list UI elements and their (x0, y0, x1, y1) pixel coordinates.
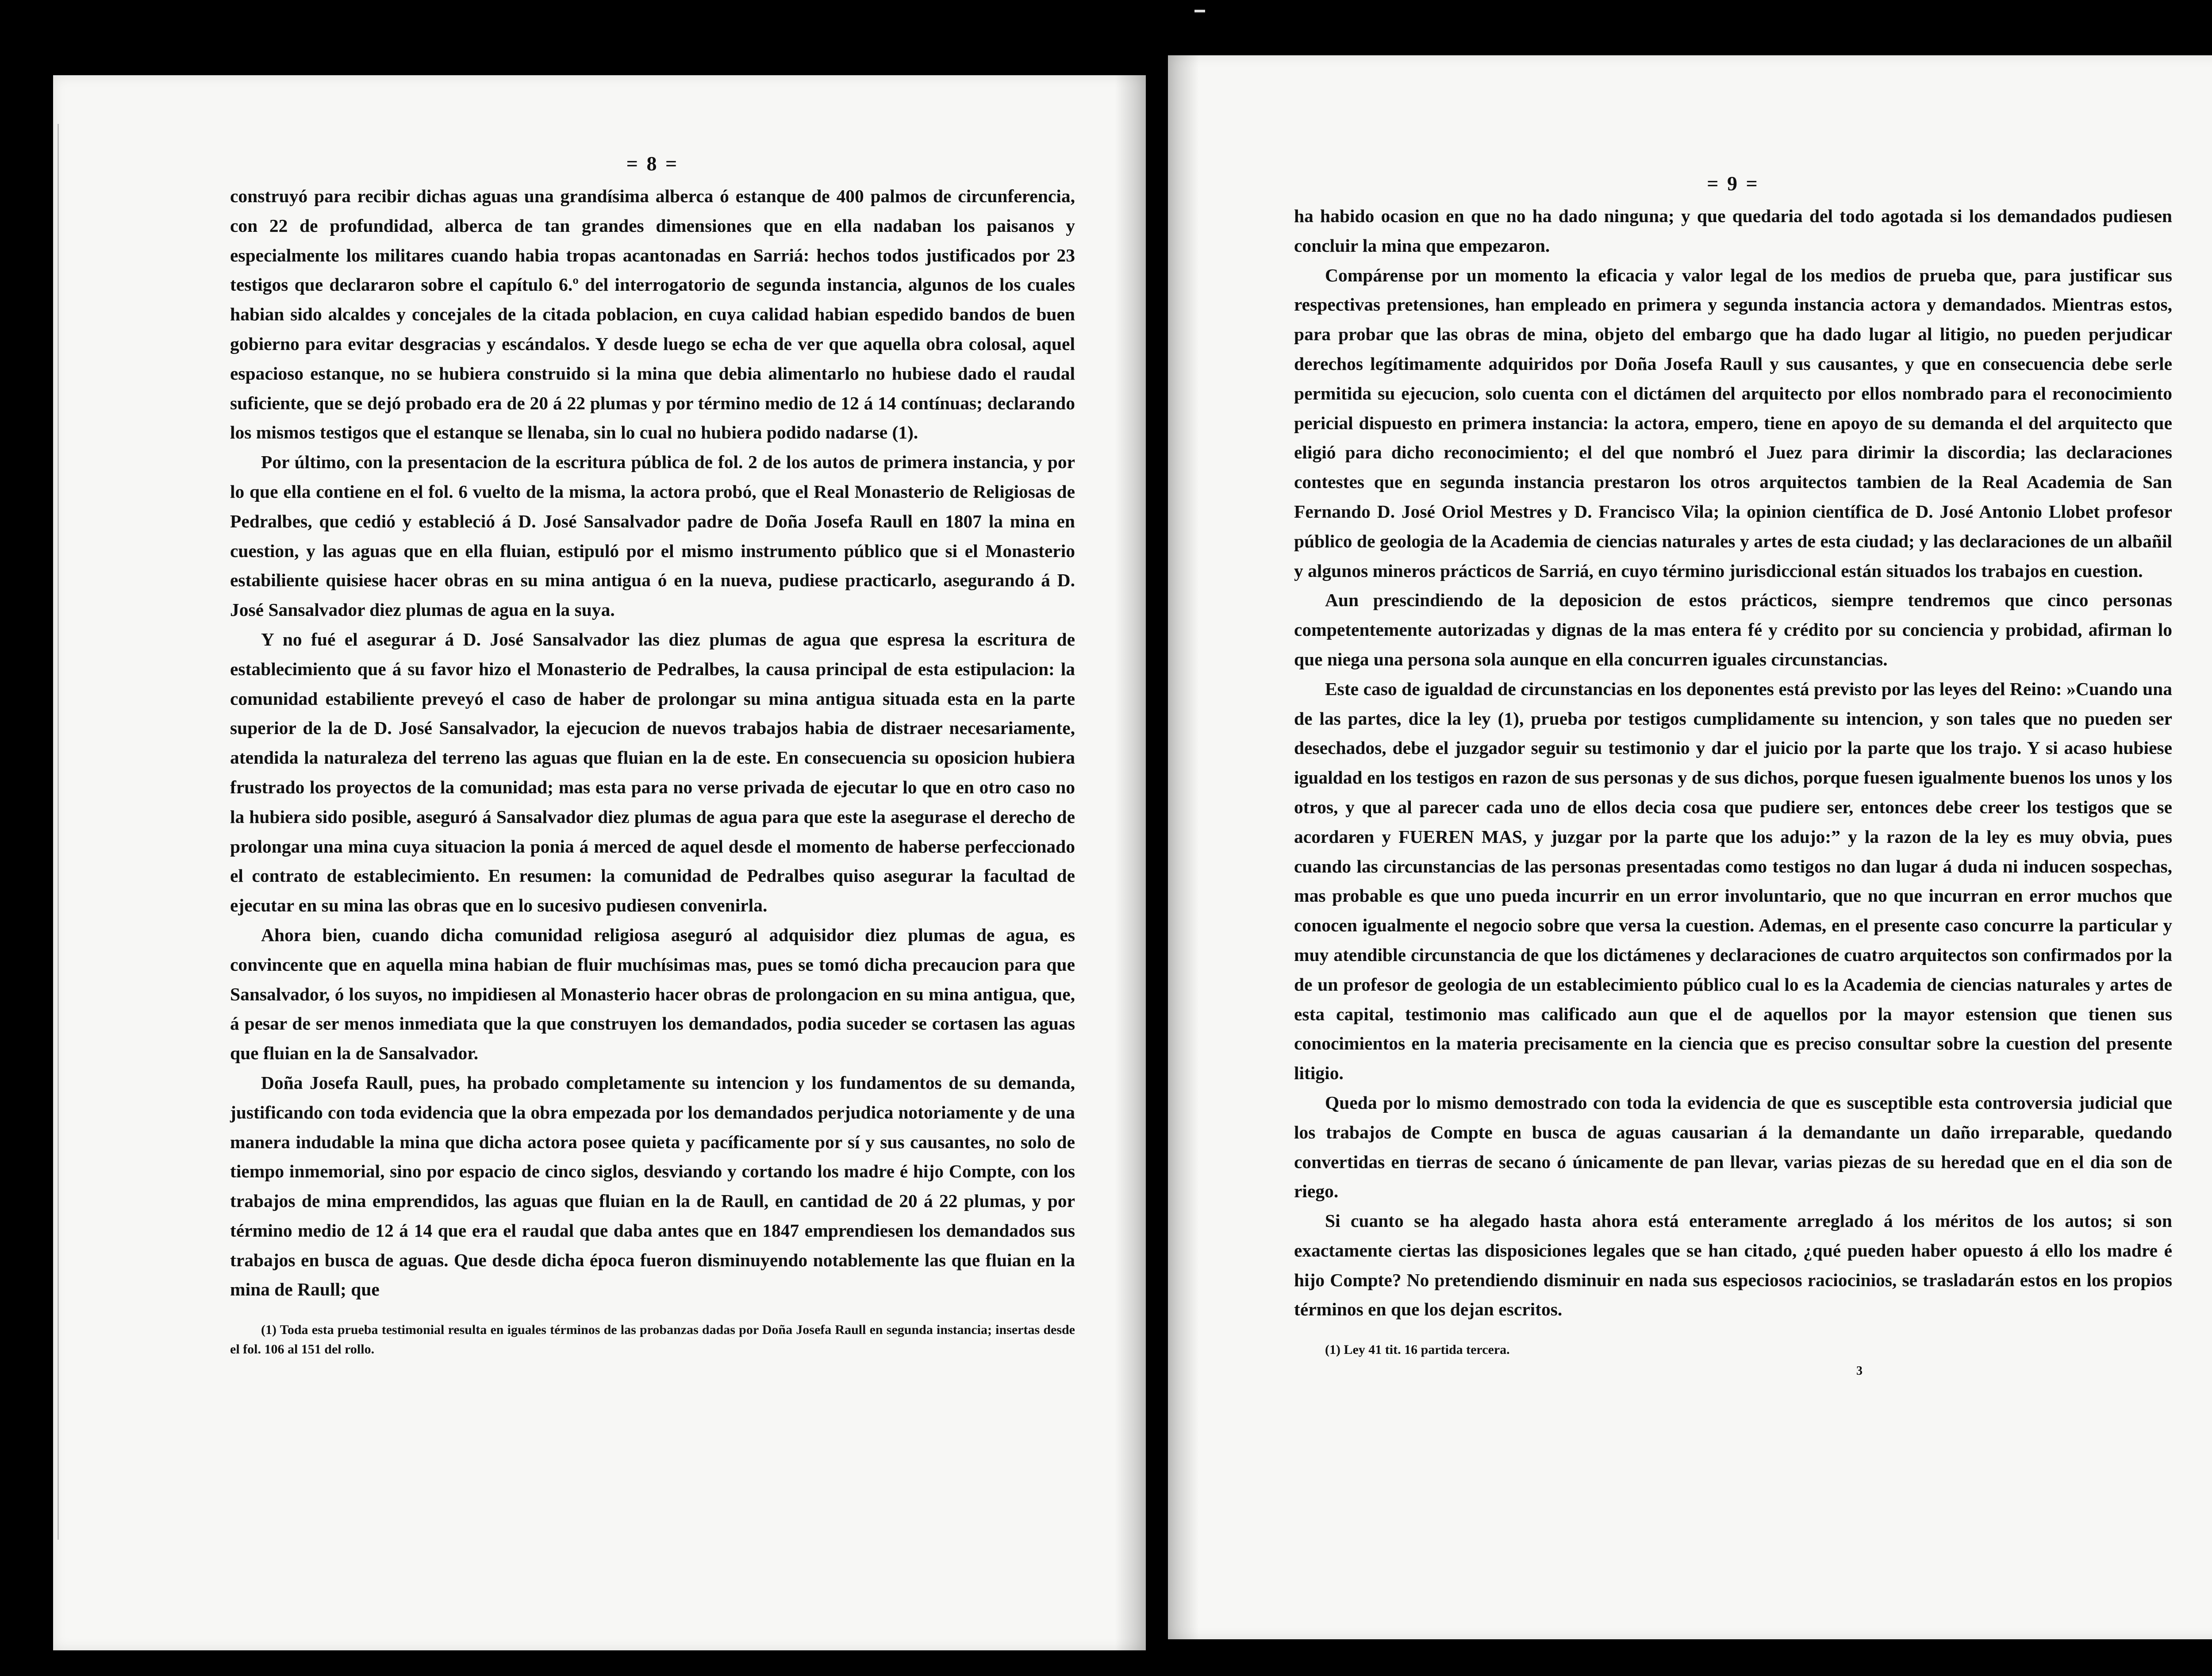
paragraph: Este caso de igualdad de circunstancias en los deponentes está previsto por las leyes del Reino: »Cuando una de las partes, dice la ley (1), prueba por testigos cumplidamente su intencion, y son tales que no pueden ser desechados, debe el juzgador seguir su testimonio y dar el juicio por la parte que los trajo. Y si acaso hubiese igualdad en los testigos en razon de sus personas y de sus dichos, porque fuesen igualmente buenos los unos y los otros, y que al parecer cada uno de ellos decia cosa que pudiere ser, entonces debe creer los testigos que se acordaren y FUEREN MAS, y juzgar por la parte que los adujo:” y la razon de la ley es muy obvia, pues cuando las circunstancias de las personas presentadas como testigos no dan lugar á duda ni inducen sospechas, mas probable es que uno pueda incurrir en un error involuntario, que no que incurran en error muchos que conocen igualmente el negocio sobre que versa la cuestion. Ademas, en el presente caso concurre la particular y muy atendible circunstancia de que los dictámenes y declaraciones de cuatro arquitectos son confirmados por la de un profesor de geologia de un establecimiento público cual lo es la Academia de ciencias naturales y artes de esta capital, testimonio mas calificado aun que el de aquellos por la mayor estension que tienen sus conocimientos en la materia precisamente en la ciencia que es preciso consultar sobre la cuestion del presente litigio. (1294, 678, 2172, 1084)
right-text-block (1294, 170, 2172, 1378)
paragraph: Doña Josefa Raull, pues, ha probado completamente su intencion y los fundamentos de su demanda, justificando con toda evidencia que la obra empezada por los demandados perjudica notoriamente y de una manera indudable la mina que dicha actora posee quieta y pacíficamente por sí y sus causantes, no solo de tiempo inmemorial, sino por espacio de cinco siglos, desviando y cortando los madre é hijo Compte, con los trabajos de mina emprendidos, las aguas que fluian en la de Raull, en cantidad de 20 á 22 plumas, y por término medio de 12 á 14 que era el raudal que daba antes que en 1847 emprendiesen los demandados sus trabajos en busca de aguas. Que desde dicha época fueron disminuyendo notablemente las que fluian en la mina de Raull; que (230, 1072, 1075, 1300)
paragraph: Y no fué el asegurar á D. José Sansalvador las diez plumas de agua que espresa la escritura de establecimiento que á su favor hizo el Monasterio de Pedralbes, la causa principal de esta estipulacion: la comunidad estabiliente preveyó el caso de haber de prolongar su mina antigua situada esta en la parte superior de la de D. José Sansalvador, la ejecucion de nuevos trabajos habia de distraer necesariamente, atendida la naturaleza del terreno las aguas que fluian en la de este. En consecuencia su oposicion hubiera frustrado los proyectos de la comunidad; mas esta para no verse privada de ejecutar lo que en otro caso no la hubiera sido posible, aseguró á Sansalvador diez plumas de agua para que este la asegurase el derecho de prolongar una mina cuya situacion la ponia á merced de aquel desde el momento de haberse perfeccionado el contrato de establecimiento. En resumen: la comunidad de Pedralbes quiso asegurar la facultad de ejecutar en su mina las obras que en lo sucesivo pudiesen convenirla. (230, 629, 1075, 916)
paragraph: construyó para recibir dichas aguas una grandísima alberca ó estanque de 400 palmos de circunferencia, con 22 de profundidad, alberca de tan grandes dimensiones que en ella nadaban los paisanos y especialmente los militares cuando habia tropas acantonadas en Sarriá: hechos todos justificados por 23 testigos que declararon sobre el capítulo 6.º del interrogatorio de segunda instancia, algunos de los cuales habian sido alcaldes y concejales de la citada poblacion, en cuya calidad habian espedido bandos de buen gobierno para evitar desgracias y escándalos. Y desde luego se echa de ver que aquella obra colosal, aquel espacioso estanque, no se hubiera construido si la mina que debia alimentarlo no hubiese dado el raudal suficiente, que se dejó probado era de 20 á 22 plumas y por término medio de 12 á 14 contínuas; declarando los mismos testigos que el estanque se llenaba, sin lo cual no hubiera podido nadarse (1). (230, 186, 1075, 443)
footnote: (1) Toda esta prueba testimonial resulta en iguales términos de las probanzas dadas por Doña Josefa Raull en segunda instancia; insertas desde el fol. 106 al 151 del rollo. (230, 1322, 1075, 1357)
gutter-shadow (1115, 75, 1146, 1650)
signature-mark: 3 (1856, 1364, 1863, 1378)
paragraph: ha habido ocasion en que no ha dado ninguna; y que quedaria del todo agotada si los demandados pudiesen concluir la mina que empezaron. (1294, 206, 2172, 256)
page-edge-line (58, 124, 59, 1540)
paragraph: Compárense por un momento la eficacia y valor legal de los medios de prueba que, para justificar sus respectivas pretensiones, han empleado en primera y segunda instancia actora y demandados. Mientras estos, para probar que las obras de mina, objeto del embargo que ha dado lugar al litigio, no pueden perjudicar derechos legítimamente adquiridos por Doña Josefa Raull y sus causantes, y que en consecuencia debe serle permitida su ejecucion, solo cuenta con el dictámen del arquitecto por ellos nombrado para el reconocimiento pericial dispuesto en primera instancia: la actora, empero, tiene en apoyo de su demanda el del arquitecto que eligió para dicho reconocimiento; el del que nombró el Juez para dirimir la discordia; las declaraciones contestes que en segunda instancia prestaron los otros arquitectos tambien de la Real Academia de San Fernando D. José Oriol Mestres y D. Francisco Vila; la opinion científica de D. José Antonio Llobet profesor público de geologia de la Academia de ciencias naturales y artes de esta ciudad; y las declaraciones de un albañil y algunos mineros prácticos de Sarriá, en cuyo término jurisdiccional están situados los trabajos en cuestion. (1294, 265, 2172, 581)
paragraph: Aun prescindiendo de la deposicion de estos prácticos, siempre tendremos que cinco personas competentemente autorizadas y dignas de la mas entera fé y crédito por su conciencia y probidad, afirman lo que niega una persona sola aunque en ella concurren iguales circunstancias. (1294, 590, 2172, 669)
left-footnotes (230, 1320, 1075, 1359)
page-number: = 8 = (626, 152, 679, 175)
right-page (1168, 55, 2212, 1639)
paragraph: Queda por lo mismo demostrado con toda la evidencia de que es susceptible esta controversia judicial que los trabajos de Compte en busca de aguas causarian á la demandante un daño irreparable, quedando convertidas en tierras de secano ó únicamente de pan llevar, varias piezas de su heredad que en el dia son de riego. (1294, 1092, 2172, 1202)
paragraph: Si cuanto se ha alegado hasta ahora está enteramente arreglado á los méritos de los autos; si son exactamente ciertas las disposiciones legales que se han citado, ¿qué pueden haber opuesto á ello los madre é hijo Compte? No pretendiendo disminuir en nada sus especiosos raciocinios, se trasladarán estos en los propios términos en que los dejan escritos. (1294, 1211, 2172, 1320)
page-number: = 9 = (1707, 172, 1759, 195)
top-edge-mark (1194, 10, 1205, 12)
gutter-shadow (1168, 55, 1199, 1639)
paragraph: Ahora bien, cuando dicha comunidad religiosa aseguró al adquisidor diez plumas de agua, es convincente que en aquella mina habian de fluir muchísimas mas, pues se tomó dicha precaucion para que Sansalvador, ó los suyos, no impidiesen al Monasterio hacer obras de prolongacion en su mina antigua, que, á pesar de ser menos inmediata que la que construyen los demandados, podia suceder se cortasen las aguas que fluian en la de Sansalvador. (230, 924, 1075, 1064)
left-page (53, 75, 1146, 1650)
left-text-block (230, 150, 1075, 1359)
right-paragraphs (1294, 201, 2172, 1324)
right-footnotes (1294, 1340, 2172, 1360)
footnote: (1) Ley 41 tit. 16 partida tercera. (1325, 1342, 1510, 1357)
left-paragraphs (230, 181, 1075, 1304)
paragraph: Por último, con la presentacion de la escritura pública de fol. 2 de los autos de primera instancia, y por lo que ella contiene en el fol. 6 vuelto de la misma, la actora probó, que el Real Monasterio de Religiosas de Pedralbes, que cedió y estableció á D. José Sansalvador padre de Doña Josefa Raull en 1807 la mina en cuestion, y las aguas que en ella fluian, estipuló por el mismo instrumento público que si el Monasterio estabiliente quisiese hacer obras en su mina antigua ó en la nueva, pudiese practicarlo, asegurando á D. José Sansalvador diez plumas de agua en la suya. (230, 452, 1075, 620)
